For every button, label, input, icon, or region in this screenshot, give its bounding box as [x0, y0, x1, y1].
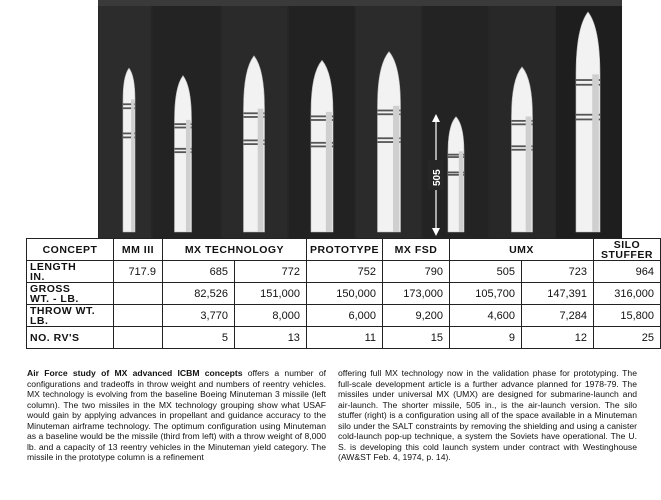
length-label1: LENGTH [30, 260, 77, 273]
table-cell: 7,284 [521, 305, 593, 327]
silo-stuffer-missile [576, 12, 600, 232]
table-row-gross [27, 283, 661, 305]
table-cell: 150,000 [306, 283, 382, 305]
table-cell: 964 [593, 261, 660, 283]
table-cell: 15 [383, 327, 450, 349]
silo-line2: STUFFER [601, 248, 653, 261]
table-cell: 15,800 [593, 305, 660, 327]
table-cell: 82,526 [162, 283, 234, 305]
caption-column-left [27, 368, 326, 463]
umx-missile-1 [448, 117, 464, 232]
table-cell: 13 [234, 327, 306, 349]
missile-shading [131, 99, 134, 232]
table-row-rvs [27, 327, 661, 349]
row-label-length [27, 261, 114, 283]
table-cell [113, 305, 162, 327]
caption-text-left: offers a number of configurations and tradeoffs in throw weight and numbers of reentry vehicles. MX technology is evolving from the baseline Boeing Minuteman 3 missile (left column). The two missiles in the MX technology grouping show what USAF would gain by applying advances in propellant and guidance accuracy to the Minuteman airframe technology. The optimum configuration using Minuteman as a baseline would be the missile (third from left) with a throw weight of 8,000 lb. and a capacity of 13 reentry vehicles in the Minuteman yield category. The missile in the prototype column is a refinement [27, 368, 326, 462]
throw-label1: THROW WT. [30, 304, 96, 317]
caption-text-right: offering full MX technology now in the validation phase for prototyping. The full-scale development article is a further advance planned for 1978-79. The missiles under universal MX (UMX) are designed for submarine-launch and air-launch. The shorter missile, 505 in., is the air-launch version. The silo stuffer (right) is a configuration using all of the space available in a Minuteman silo under the SALT constraints by removing the shielding and using a canister cold-launch pop-up technique, a system the Soviets have operational. The U. S. is developing this cold launch system under contract with Westinghouse (AW&ST Feb. 4, 1974, p. 14). [338, 368, 637, 462]
table-cell [113, 283, 162, 305]
table-row-length [27, 261, 661, 283]
missile-shading [526, 117, 532, 233]
col-silo-stuffer [593, 239, 660, 261]
table-cell: 772 [234, 261, 306, 283]
scale-label: 505 [432, 169, 443, 186]
row-label-throw [27, 305, 114, 327]
missile-shading [326, 112, 332, 232]
table-cell: 5 [162, 327, 234, 349]
table-cell: 723 [521, 261, 593, 283]
col-mx-fsd: MX FSD [383, 239, 450, 261]
col-mx-technology: MX TECHNOLOGY [162, 239, 306, 261]
prototype-missile [311, 60, 333, 232]
missile-shading [186, 120, 191, 232]
figure-caption [27, 368, 637, 463]
caption-column-right [338, 368, 637, 463]
missile-shading [592, 74, 599, 232]
col-concept: CONCEPT [27, 239, 114, 261]
missile-comparison-figure [0, 0, 661, 240]
table-cell: 105,700 [450, 283, 522, 305]
missile-shading [393, 106, 399, 232]
mx-fsd-missile [378, 52, 401, 232]
gross-label1: GROSS [30, 282, 71, 295]
table-cell: 790 [383, 261, 450, 283]
gross-label2: WT. - LB. [30, 292, 79, 305]
table-cell: 505 [450, 261, 522, 283]
table-row-throw [27, 305, 661, 327]
throw-label2: LB. [30, 314, 49, 327]
table-cell: 173,000 [383, 283, 450, 305]
table-cell: 147,391 [521, 283, 593, 305]
table-cell: 9 [450, 327, 522, 349]
caption-lead: Air Force study of MX advanced ICBM concepts [27, 368, 243, 378]
row-label-gross [27, 283, 114, 305]
row-label-rvs: NO. RV'S [27, 327, 114, 349]
silo-line1: SILO [613, 238, 641, 251]
table-cell: 685 [162, 261, 234, 283]
length-label2: IN. [30, 270, 45, 283]
table-cell: 11 [306, 327, 382, 349]
table-cell: 8,000 [234, 305, 306, 327]
missile-shading [459, 151, 463, 232]
col-mm3: MM III [113, 239, 162, 261]
table-cell: 151,000 [234, 283, 306, 305]
table-cell: 6,000 [306, 305, 382, 327]
table-cell: 4,600 [450, 305, 522, 327]
table-cell: 717.9 [113, 261, 162, 283]
col-umx: UMX [450, 239, 594, 261]
mx-technology-missile-1 [175, 76, 192, 232]
spec-table [26, 238, 661, 349]
missile-shading [258, 109, 264, 232]
table-cell: 3,770 [162, 305, 234, 327]
mx-technology-missile-2 [244, 56, 265, 232]
table-cell: 316,000 [593, 283, 660, 305]
table-cell: 25 [593, 327, 660, 349]
col-prototype: PROTOTYPE [306, 239, 382, 261]
table-cell: 12 [521, 327, 593, 349]
table-header-row [27, 239, 661, 261]
table-cell: 9,200 [383, 305, 450, 327]
mm3-missile [123, 68, 135, 232]
umx-missile-2 [512, 67, 533, 232]
table-cell: 752 [306, 261, 382, 283]
table-cell [113, 327, 162, 349]
